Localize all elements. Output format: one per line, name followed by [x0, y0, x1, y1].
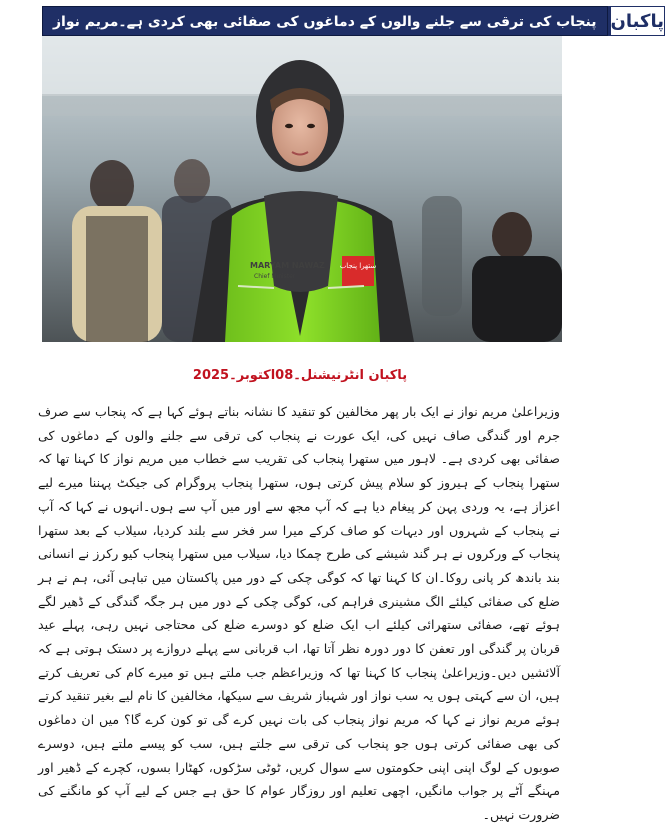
headline: پنجاب کی ترقی سے جلنے والوں کے دماغوں کی صفائی بھی کردی ہے۔مریم نواز: [42, 6, 608, 36]
article-photo: [42, 36, 562, 342]
vest-badge: ستھرا پنجاب: [339, 262, 377, 270]
vest-name: MARYAM NAWAZ: [250, 261, 325, 270]
masthead: [42, 6, 664, 36]
dateline: پاکبان انٹرنیشنل۔08اکتوبر۔2025: [192, 368, 408, 383]
brand-logo: پاکبان: [608, 6, 665, 36]
article-body: وزیراعلیٰ مریم نواز نے ایک بار پھر مخالفین کو تنقید کا نشانہ بناتے ہوئے کہا ہے کہ پنجاب سے صرف جرم اور گندگی صاف نہیں کی، ایک عورت نے پنجاب کی ترقی سے جلنے والوں کے دماغوں کی صفائی بھی کردی ہے۔ لاہور میں ستھرا پنجاب کی تقریب سے خطاب میں مریم نواز کا کہنا تھا کہ ستھرا پنجاب کے ہیروز کو سلام پیش کرتی ہوں، ستھرا پنجاب پروگرام کی جیکٹ پہننا میرے لیے اعزاز ہے، یہ وردی پہن کر پیغام دیا ہے کہ آپ مجھ سے اور میں آپ سے ہوں۔انہوں نے کہا کہ آپ نے پنجاب کے شہروں اور دیہات کو صاف کرکے میرا سر فخر سے بلند کردیا، سیلاب کے بعد ستھرا پنجاب کے ورکروں نے ہر گند شیشے کی طرح چمکا دیا، سیلاب میں ستھرا پنجاب کیو رکرز نے انسانی بند باندھ کر پانی روکا۔ان کا کہنا تھا کہ کوگی چکی کے دور میں پاکستان میں تباہی آئی، ہم نے ہر ضلع کی صفائی کیلئے الگ مشینری فراہم کی، کوگی چکی کے دور میں ہر جگہ گندگی کے ڈھیر لگے ہوئے تھے، صفائی ستھرائی کیلئے اب ایک ضلع کو دوسرے ضلع کی محتاجی نہیں رہی، پہلے عید قربان پر گندگی اور تعفن کا دور دورہ نظر آتا تھا، اب قربانی سے پہلے دروازے پر دستک ہوتی ہے کہ آلائشیں دیں۔وزیراعلیٰ پنجاب کا کہنا تھا کہ وزیراعظم جب ملتے ہیں تو میرے کام کی تعریف کرتے ہیں، ان سے کہتی ہوں یہ سب نواز اور شہباز شریف سے سیکھا، مخالفین کا نام لیے بغیر تنقید کرتے ہوئے مریم نواز نے کہا کہ مریم نواز پنجاب کی بات نہیں کرے گی تو کون کرے گا؟ میں ان دماغوں کی بھی صفائی کرتی ہوں جو پنجاب کی ترقی سے جلتے ہیں، سب کو پیسے ملتے ہیں، دوسرے صوبوں کے لوگ اپنی اپنی حکومتوں سے سوال کریں، ٹوٹی سڑکوں، کھٹارا بسوں، کچرے کے ڈھیر اور مہنگے آٹے پر جواب مانگیں، اچھی تعلیم اور روزگار عوام کا حق ہے جس کے لیے آپ کو مانگنے کی ضرورت نہیں۔: [38, 404, 560, 822]
vest-title: Chief Minister: [254, 273, 296, 280]
photo-illustration: [42, 36, 562, 342]
